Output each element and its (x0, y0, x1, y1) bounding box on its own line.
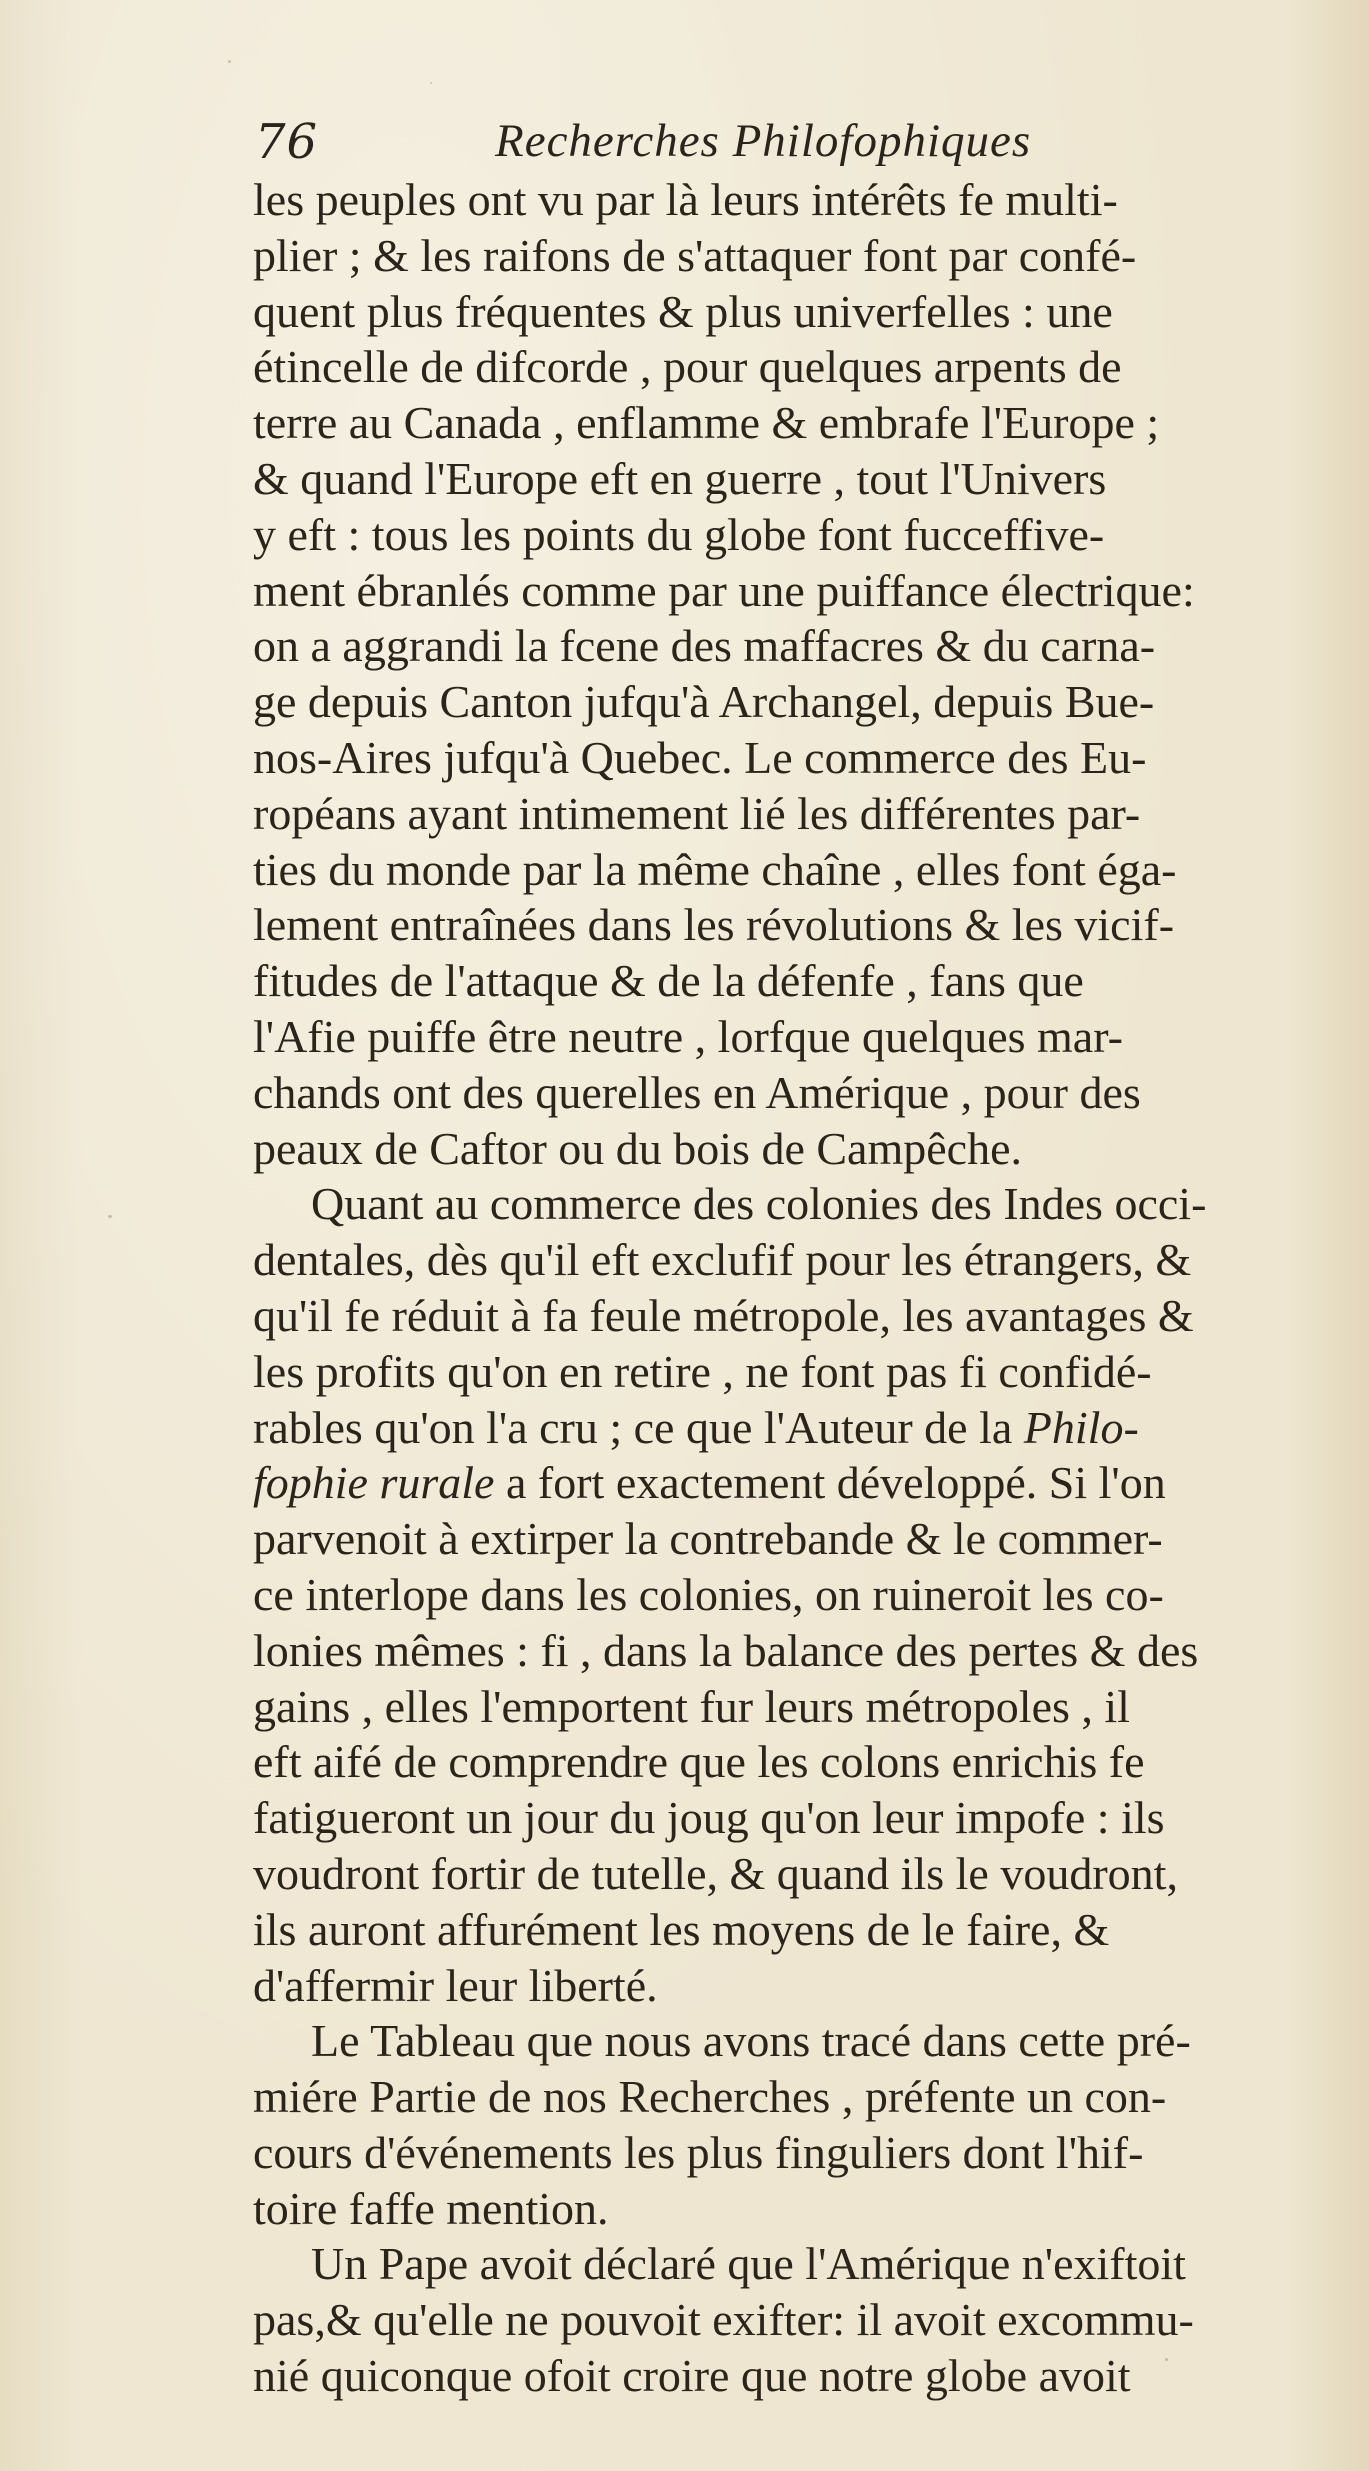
text-line: ropéans ayant intimement lié les différentes par- (253, 787, 1141, 839)
text-line: plier ; & les raifons de s'attaquer font par confé- (253, 229, 1137, 281)
paper-speck (228, 60, 231, 63)
body-text (253, 172, 1369, 2404)
paper-speck (1165, 2358, 1168, 2361)
text-line: étincelle de difcorde , pour quelques arpents de (253, 341, 1122, 393)
text-line: voudront fortir de tutelle, & quand ils le voudront, (253, 1847, 1178, 1899)
text-segment: a fort exactement développé. Si l'on (494, 1457, 1166, 1509)
page-header (255, 108, 1115, 178)
running-title: Recherches Philofophiques (495, 115, 1032, 167)
text-line: toire faffe mention. (253, 2182, 609, 2234)
text-line: ment ébranlés comme par une puiffance électrique: (253, 564, 1195, 616)
text-line: quent plus fréquentes & plus univerfelles : une (253, 285, 1113, 337)
text-line: ce interlope dans les colonies, on ruineroit les co- (253, 1568, 1164, 1620)
text-line-with-italic (253, 1455, 1369, 1511)
page-number: 76 (255, 114, 319, 170)
text-line: terre au Canada , enflamme & embrafe l'Europe ; (253, 397, 1160, 449)
text-line: nos-Aires jufqu'à Quebec. Le commerce des Eu- (253, 731, 1147, 783)
text-line: lonies mêmes : fi , dans la balance des pertes & des (253, 1624, 1199, 1676)
text-line: d'affermir leur liberté. (253, 1959, 658, 2011)
paper-speck (108, 1215, 112, 1218)
text-line: nié quiconque ofoit croire que notre globe avoit (253, 2350, 1131, 2402)
text-line: & quand l'Europe eft en guerre , tout l'Univers (253, 452, 1107, 504)
text-line: peaux de Caftor ou du bois de Campêche. (253, 1122, 1022, 1174)
text-line: l'Afie puiffe être neutre , lorfque quelques mar- (253, 1010, 1123, 1062)
text-line: ties du monde par la même chaîne , elles font éga- (253, 843, 1177, 895)
text-line: pas,& qu'elle ne pouvoit exifter: il avoit excommu- (253, 2294, 1194, 2346)
paragraph-start-line: Le Tableau que nous avons tracé dans cette pré- (311, 2015, 1191, 2067)
text-line: lement entraînées dans les révolutions & les vicif- (253, 899, 1175, 951)
italic-title-segment: Philo- (1023, 1401, 1139, 1453)
text-segment: rables qu'on l'a cru ; ce que l'Auteur de la (253, 1401, 1024, 1453)
text-line: les profits qu'on en retire , ne font pas fi confidé- (253, 1345, 1152, 1397)
text-line: on a aggrandi la fcene des maffacres & du carna- (253, 620, 1156, 672)
text-line: chands ont des querelles en Amérique , pour des (253, 1066, 1141, 1118)
paragraph-start-line: Un Pape avoit déclaré que l'Amérique n'exiftoit (311, 2238, 1186, 2290)
paragraph-start-line: Quant au commerce des colonies des Indes occi- (311, 1178, 1207, 1230)
text-line: qu'il fe réduit à fa feule métropole, les avantages & (253, 1289, 1194, 1341)
text-line: ge depuis Canton jufqu'à Archangel, depuis Bue- (253, 676, 1155, 728)
text-line: eft aifé de comprendre que les colons enrichis fe (253, 1736, 1145, 1788)
text-line: ils auront affurément les moyens de le faire, & (253, 1903, 1110, 1955)
text-line: cours d'événements les plus finguliers dont l'hif- (253, 2126, 1144, 2178)
italic-title-segment: fophie rurale (253, 1457, 495, 1509)
text-line: gains , elles l'emportent fur leurs métropoles , il (253, 1680, 1130, 1732)
text-line: fatigueront un jour du joug qu'on leur impofe : ils (253, 1792, 1165, 1844)
text-line-with-italic (253, 1400, 1369, 1456)
text-line: miére Partie de nos Recherches , préfente un con- (253, 2071, 1167, 2123)
text-line: les peuples ont vu par là leurs intérêts fe multi- (253, 174, 1118, 225)
text-line: parvenoit à extirper la contrebande & le commer- (253, 1513, 1163, 1565)
text-line: fitudes de l'attaque & de la défenfe , fans que (253, 955, 1084, 1007)
paper-speck (430, 82, 432, 84)
text-line: y eft : tous les points du globe font fucceffive- (253, 508, 1105, 560)
text-line: dentales, dès qu'il eft exclufif pour les étrangers, & (253, 1234, 1192, 1286)
